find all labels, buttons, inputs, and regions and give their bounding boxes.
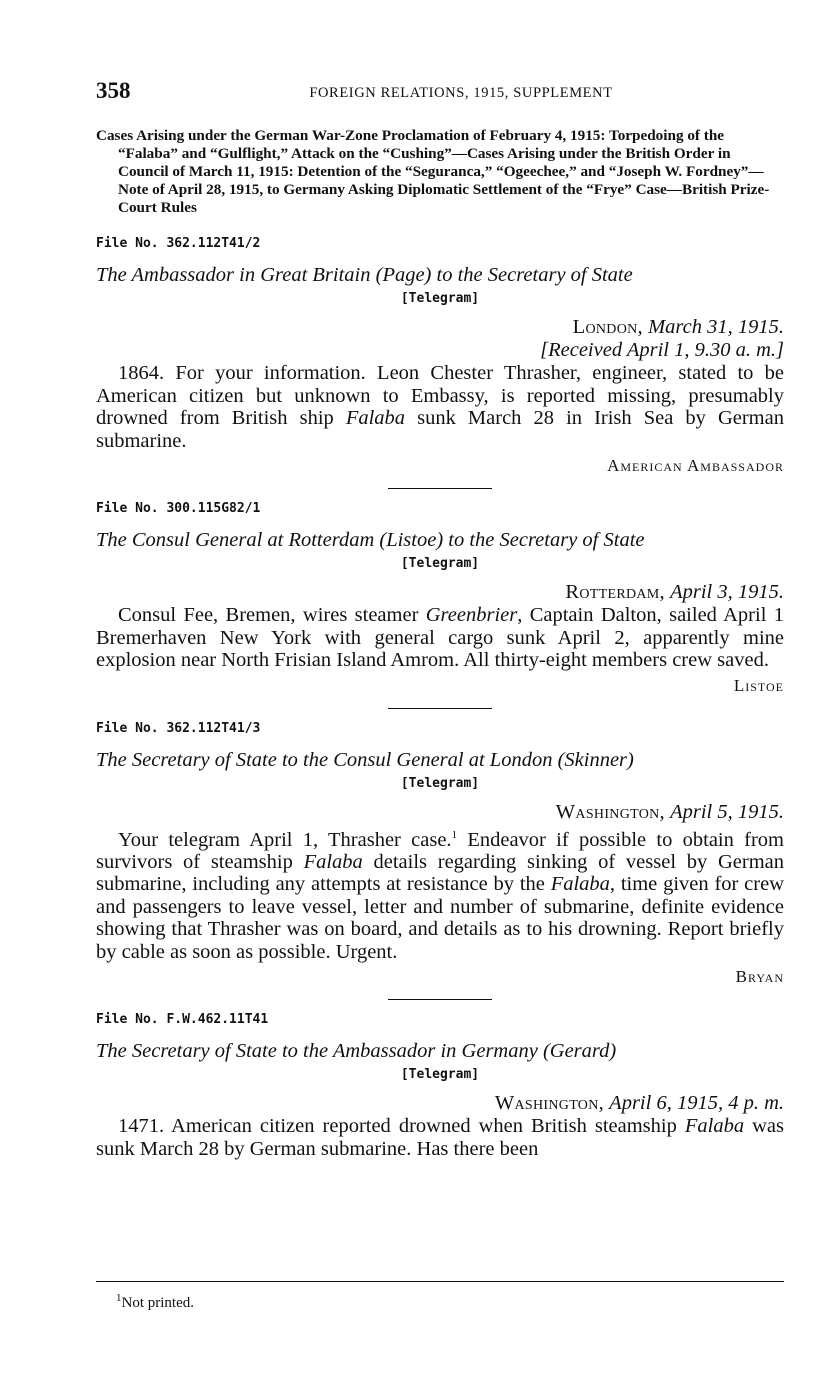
file-number: File No. F.W.462.11T41 — [96, 1012, 269, 1028]
body-text: , time given for crew and passengers to leave vessel, letter and number of submarine, definite evidence showing that Thrasher was on board, and details as to his drowning. Report briefly by cable as soon as possible. Urgent. — [96, 873, 784, 963]
body-text: sunk March 28 in Irish Sea by German submarine. — [96, 407, 784, 452]
file-number: File No. 362.112T41/2 — [96, 236, 261, 251]
document-body — [96, 362, 784, 452]
body-text: was sunk March 28 by German submarine. Has there been — [96, 1115, 784, 1160]
body-text: 1471. American citizen reported drowned when British steamship — [118, 1115, 685, 1138]
body-text: 1864. For your information. Leon Chester Thrasher, engineer, stated to be American citizen but unknown to Embassy, is reported missing, presumably drowned from British ship — [96, 362, 784, 429]
file-number: File No. 362.112T41/3 — [96, 720, 261, 736]
telegram-label: [Telegram] — [400, 775, 480, 791]
signature: Listoe — [733, 675, 784, 695]
ship-name: Greenbrier — [425, 604, 518, 626]
dateline-place: Rotterdam, — [565, 581, 665, 603]
body-text: Consul Fee, Bremen, wires steamer — [118, 604, 426, 626]
dateline-place: Washington, — [555, 800, 665, 823]
footnote-mark: 1 — [116, 1292, 122, 1304]
document-title: The Ambassador in Great Britain (Page) to the Secretary of State — [96, 264, 633, 286]
dateline — [96, 316, 784, 339]
document-title: The Secretary of State to the Ambassador in Germany (Gerard) — [96, 1040, 617, 1063]
body-text: Your telegram April 1, Thrasher case. — [118, 828, 452, 851]
section-heading: Cases Arising under the German War-Zone Proclamation of February 4, 1915: Torpedoing of the “Falaba” and “Gulflight,” Attack on the “Cushing”—Cases Arising under the British Order in Council of March 11, 1915: Detention of the “Seguranca,” “Ogeechee,” and “Joseph W. Fordney”—Note of April 28, 1915, to Germany Asking Diplomatic Settlement of the “Frye” Case—British Prize-Court Rules — [96, 127, 770, 216]
document-title: The Secretary of State to the Consul General at London (Skinner) — [96, 748, 634, 771]
dateline-date: April 6, 1915, 4 p. m. — [609, 1092, 784, 1115]
footnote-text: Not printed. — [121, 1295, 194, 1311]
body-text: details regarding sinking of vessel by German submarine, including any attempts at resistance by the — [96, 850, 784, 896]
dateline-place: Washington, — [494, 1092, 605, 1115]
dateline — [96, 1092, 784, 1115]
telegram-label: [Telegram] — [400, 291, 480, 306]
page-number: 358 — [96, 78, 131, 103]
dateline — [96, 581, 784, 604]
page-content — [96, 127, 784, 1160]
telegram-label: [Telegram] — [400, 556, 480, 571]
body-text: , Captain Dalton, sailed April 1 Bremerhaven New York with general cargo sunk April 2, apparently mine explosion near North Frisian Island Amrom. All thirty-eight members crew saved. — [96, 604, 785, 671]
file-number: File No. 300.115G82/1 — [96, 501, 261, 516]
dateline-date: March 31, 1915. — [648, 316, 784, 338]
footnote-divider — [96, 1281, 784, 1282]
signature: American Ambassador — [607, 456, 784, 475]
footnote-reference[interactable]: 1 — [451, 828, 458, 841]
running-title: FOREIGN RELATIONS, 1915, SUPPLEMENT — [309, 85, 613, 101]
ship-name: Falaba — [345, 407, 406, 429]
received-note: [Received April 1, 9.30 a. m.] — [540, 339, 784, 361]
document-title: The Consul General at Rotterdam (Listoe) to the Secretary of State — [96, 529, 645, 551]
ship-name: Falaba — [550, 873, 610, 896]
ship-name: Falaba — [684, 1115, 745, 1138]
footnote — [116, 1292, 194, 1312]
document-body — [96, 824, 784, 964]
ship-name: Falaba — [303, 850, 363, 873]
document-body — [96, 1115, 784, 1160]
dateline — [96, 801, 784, 824]
page-header — [96, 78, 786, 106]
dateline-date: April 3, 1915. — [670, 581, 784, 603]
body-text: Endeavor if possible to obtain from survivors of steamship — [96, 828, 784, 873]
signature: Bryan — [735, 967, 784, 987]
dateline-place: London, — [572, 316, 643, 338]
document-body — [96, 604, 784, 672]
dateline-date: April 5, 1915. — [670, 800, 784, 823]
telegram-label: [Telegram] — [400, 1067, 480, 1083]
